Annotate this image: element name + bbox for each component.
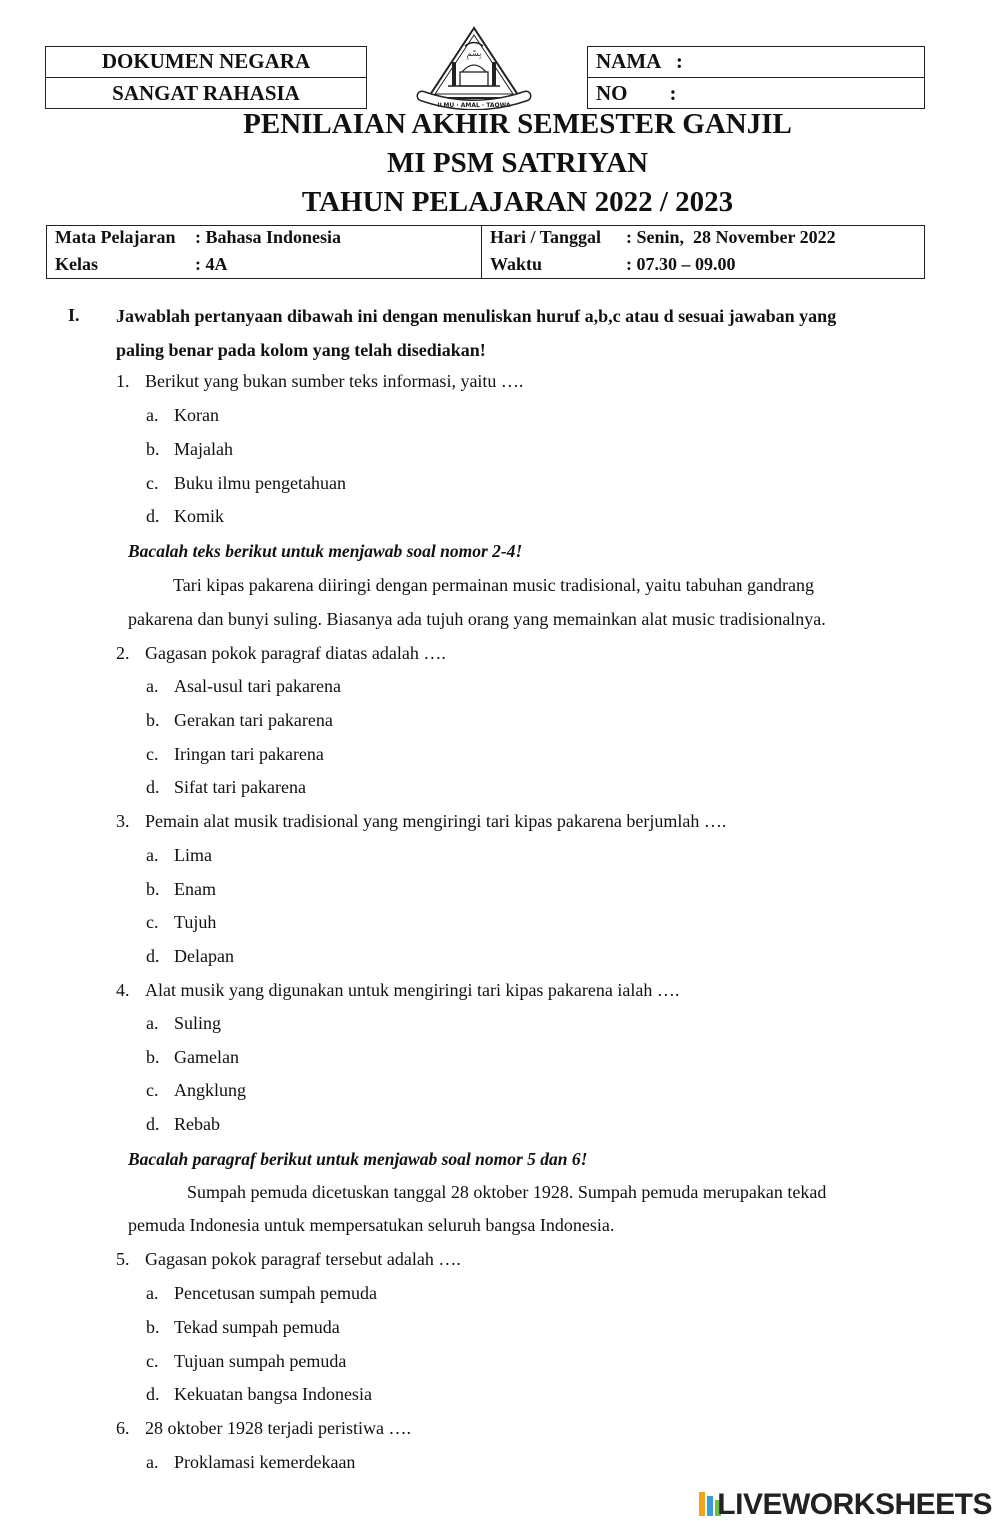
header-nama-label: NAMA : <box>596 49 683 73</box>
option-letter: b. <box>146 1047 160 1067</box>
option-text: Komik <box>174 506 225 526</box>
liveworksheets-brand: LIVEWORKSHEETS <box>717 1488 992 1521</box>
option-text: Majalah <box>174 439 233 459</box>
reading-paragraph-line: pemuda Indonesia untuk mempersatukan seluruh bangsa Indonesia. <box>128 1215 615 1235</box>
header-no-label: NO : <box>596 81 677 105</box>
day-value: : Senin, 28 November 2022 <box>626 227 836 247</box>
question-text: Alat musik yang digunakan untuk mengiringi tari kipas pakarena ialah …. <box>145 980 680 1000</box>
question-text: Berikut yang bukan sumber teks informasi, yaitu …. <box>145 371 524 391</box>
question-text: Pemain alat musik tradisional yang mengiringi tari kipas pakarena berjumlah …. <box>145 811 727 831</box>
option-letter: a. <box>146 676 159 696</box>
section-instruction-line1: Jawablah pertanyaan dibawah ini dengan menuliskan huruf a,b,c atau d sesuai jawaban yang <box>116 306 837 326</box>
option-letter: d. <box>146 1384 160 1404</box>
time-label: Waktu <box>490 254 543 274</box>
question-number: 1. <box>116 371 130 391</box>
option-letter: d. <box>146 1114 160 1134</box>
question-number: 3. <box>116 811 130 831</box>
option-letter: c. <box>146 1351 159 1371</box>
logo-motto: ILMU · AMAL · TAQWA <box>437 102 511 109</box>
exam-title: PENILAIAN AKHIR SEMESTER GANJIL <box>243 108 792 140</box>
option-letter: a. <box>146 405 159 425</box>
svg-text:بِسْمِ: بِسْمِ <box>466 49 482 58</box>
option-text: Gamelan <box>174 1047 239 1067</box>
academic-year: TAHUN PELAJARAN 2022 / 2023 <box>301 186 734 218</box>
reading-paragraph-line: Sumpah pemuda dicetuskan tanggal 28 oktober 1928. Sumpah pemuda merupakan tekad <box>187 1182 827 1202</box>
question-text: 28 oktober 1928 terjadi peristiwa …. <box>145 1418 411 1438</box>
subject-value: : Bahasa Indonesia <box>195 227 342 247</box>
option-text: Proklamasi kemerdekaan <box>174 1452 356 1472</box>
option-letter: a. <box>146 1452 159 1472</box>
option-text: Angklung <box>174 1080 246 1100</box>
class-label: Kelas <box>55 254 98 274</box>
option-text: Tujuan sumpah pemuda <box>174 1351 347 1371</box>
question-number: 6. <box>116 1418 130 1438</box>
option-letter: b. <box>146 439 160 459</box>
reading-instruction: Bacalah paragraf berikut untuk menjawab soal nomor 5 dan 6! <box>128 1149 588 1169</box>
option-text: Koran <box>174 405 219 425</box>
option-text: Kekuatan bangsa Indonesia <box>174 1384 372 1404</box>
time-value: : 07.30 – 09.00 <box>626 254 736 274</box>
option-letter: b. <box>146 879 160 899</box>
section-instruction-line2: paling benar pada kolom yang telah disediakan! <box>116 340 486 360</box>
option-letter: a. <box>146 845 159 865</box>
info-table-divider <box>481 225 482 279</box>
option-text: Enam <box>174 879 216 899</box>
option-letter: d. <box>146 777 160 797</box>
option-text: Suling <box>174 1013 222 1033</box>
option-text: Gerakan tari pakarena <box>174 710 333 730</box>
option-text: Buku ilmu pengetahuan <box>174 473 346 493</box>
section-number: I. <box>68 305 80 325</box>
option-text: Tujuh <box>174 912 217 932</box>
option-letter: a. <box>146 1283 159 1303</box>
option-letter: b. <box>146 1317 160 1337</box>
option-text: Tekad sumpah pemuda <box>174 1317 340 1337</box>
class-value: : 4A <box>195 254 228 274</box>
day-label: Hari / Tanggal <box>490 227 602 247</box>
subject-label: Mata Pelajaran <box>55 227 176 247</box>
option-letter: d. <box>146 946 160 966</box>
option-letter: c. <box>146 473 159 493</box>
option-text: Rebab <box>174 1114 220 1134</box>
option-letter: c. <box>146 1080 159 1100</box>
option-text: Lima <box>174 845 212 865</box>
header-dokumen-negara: DOKUMEN NEGARA <box>101 49 311 73</box>
header-sangat-rahasia: SANGAT RAHASIA <box>112 81 300 105</box>
option-text: Sifat tari pakarena <box>174 777 306 797</box>
option-letter: c. <box>146 744 159 764</box>
option-text: Delapan <box>174 946 234 966</box>
option-text: Pencetusan sumpah pemuda <box>174 1283 377 1303</box>
school-logo-icon <box>412 24 536 110</box>
reading-paragraph-line: pakarena dan bunyi suling. Biasanya ada tujuh orang yang memainkan alat music tradisionalnya. <box>128 609 826 629</box>
question-number: 5. <box>116 1249 130 1269</box>
reading-paragraph-line: Tari kipas pakarena diiringi dengan permainan music tradisional, yaitu tabuhan gandrang <box>173 575 815 595</box>
option-letter: c. <box>146 912 159 932</box>
option-text: Iringan tari pakarena <box>174 744 324 764</box>
question-text: Gagasan pokok paragraf diatas adalah …. <box>145 643 446 663</box>
option-text: Asal-usul tari pakarena <box>174 676 341 696</box>
reading-instruction: Bacalah teks berikut untuk menjawab soal nomor 2-4! <box>128 541 523 561</box>
option-letter: d. <box>146 506 160 526</box>
school-name: MI PSM SATRIYAN <box>386 147 649 179</box>
question-number: 4. <box>116 980 130 1000</box>
option-letter: a. <box>146 1013 159 1033</box>
option-letter: b. <box>146 710 160 730</box>
question-text: Gagasan pokok paragraf tersebut adalah …. <box>145 1249 461 1269</box>
question-number: 2. <box>116 643 130 663</box>
